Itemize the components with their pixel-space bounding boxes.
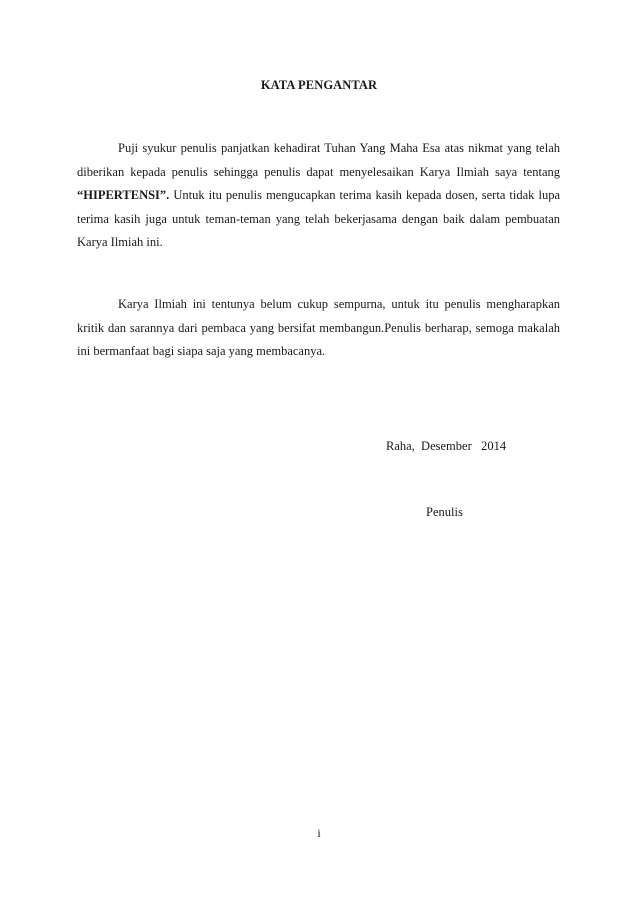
paragraph-gratitude-topic: “HIPERTENSI”. — [77, 188, 170, 202]
page-number: i — [317, 826, 321, 840]
page-title: KATA PENGANTAR — [260, 78, 378, 92]
paragraph-gratitude-end: Untuk itu penulis mengucapkan terima kasih kepada dosen, serta tidak lupa terima kasih juga untuk teman-teman yang telah bekerjasama dengan baik dalam pembuatan Karya Ilmiah ini. — [77, 188, 560, 249]
signer: Penulis — [426, 505, 463, 519]
place-date: Raha, Desember 2014 — [386, 439, 507, 453]
paragraph-gratitude — [77, 137, 560, 255]
paragraph-gratitude-start: Puji syukur penulis panjatkan kehadirat Tuhan Yang Maha Esa atas nikmat yang telah diberikan kepada penulis sehingga penulis dapat menyelesaikan Karya Ilmiah saya tentang — [77, 141, 560, 179]
paragraph-closing: Karya Ilmiah ini tentunya belum cukup sempurna, untuk itu penulis mengharapkan kritik dan sarannya dari pembaca yang bersifat membangun.Penulis berharap, semoga makalah ini bermanfaat bagi siapa saja yang membacanya. — [77, 297, 560, 358]
